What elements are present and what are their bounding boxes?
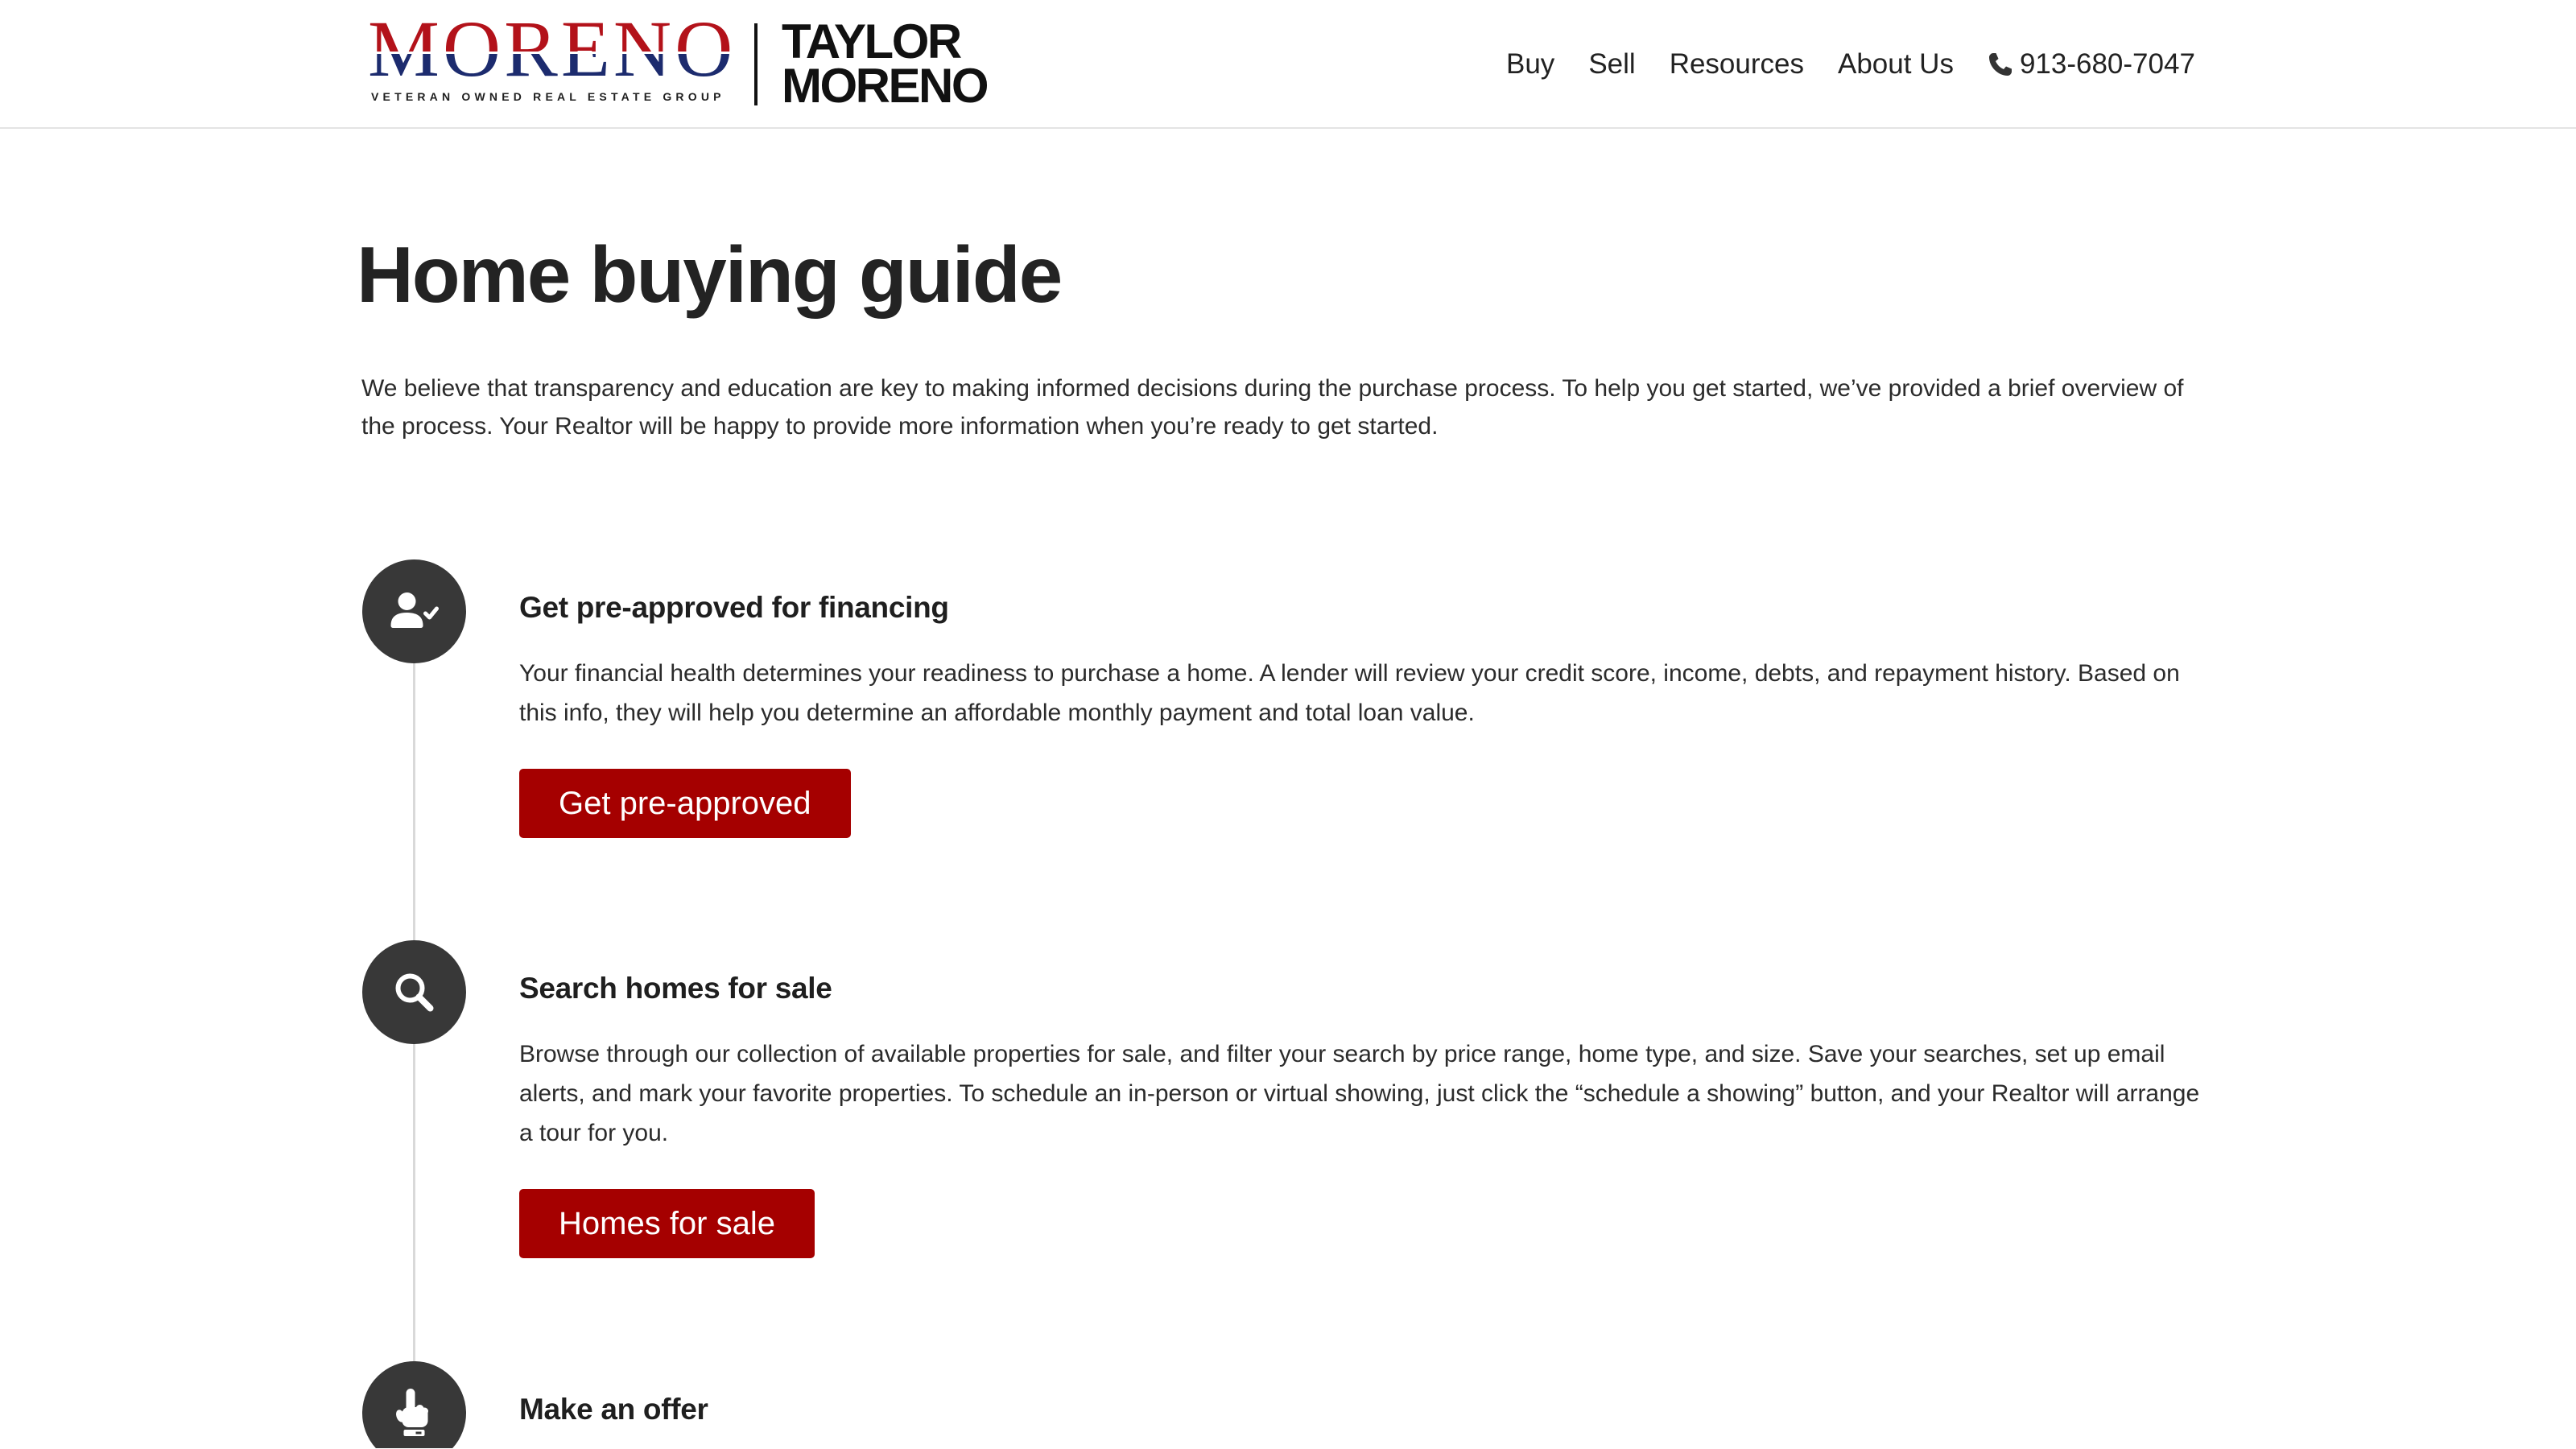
step-body xyxy=(519,588,2214,838)
nav-buy[interactable]: Buy xyxy=(1506,48,1555,80)
step-title: Get pre-approved for financing xyxy=(519,591,949,624)
step-search-homes xyxy=(362,940,2214,1258)
get-pre-approved-button[interactable]: Get pre-approved xyxy=(519,769,851,838)
step-body xyxy=(519,1390,2214,1429)
step-title: Search homes for sale xyxy=(519,972,832,1005)
intro-text: We believe that transparency and education are key to making informed decisions during the purchase process. To help you get started, we’ve provided a brief overview of the process. Your Realtor will be happy to provide more information when you’re ready to get started. xyxy=(361,375,2184,440)
step-body xyxy=(519,969,2214,1258)
phone-link[interactable] xyxy=(1988,48,2195,80)
nav-about-us[interactable]: About Us xyxy=(1837,48,1954,80)
homes-for-sale-button[interactable]: Homes for sale xyxy=(519,1189,815,1258)
step-icon-circle xyxy=(362,940,466,1044)
step-make-offer xyxy=(362,1361,2214,1429)
logo-agent-line2: MORENO xyxy=(782,59,987,113)
logo-tagline: VETERAN OWNED REAL ESTATE GROUP xyxy=(371,90,725,103)
step-title: Make an offer xyxy=(519,1393,708,1426)
logo-agent-line1: TAYLOR xyxy=(782,14,960,68)
step-icon-circle xyxy=(362,559,466,663)
step-description: Browse through our collection of available properties for sale, and filter your search by price range, home type, and size. Save your searches, set up email alerts, and mark your favorite properties. To schedule an in-person or virtual showing, just click the “schedule a showing” button, and your Realtor will arrange a tour for you. xyxy=(519,1041,2200,1146)
main-nav xyxy=(1506,48,2195,80)
nav-sell[interactable]: Sell xyxy=(1588,48,1636,80)
logo-brand-text: MORENO xyxy=(368,4,737,93)
step-pre-approval xyxy=(362,559,2214,838)
phone-number: 913-680-7047 xyxy=(2019,48,2195,80)
site-header xyxy=(0,0,2576,129)
step-description: Your financial health determines your readiness to purchase a home. A lender will review your credit score, income, debts, and repayment history. Based on this info, they will help you determine an affordable monthly payment and total loan value. xyxy=(519,660,2180,726)
page-title: Home buying guide xyxy=(357,230,1062,319)
logo-agent-name xyxy=(782,14,987,113)
phone-icon xyxy=(1988,52,2013,77)
site-logo[interactable] xyxy=(0,0,1014,127)
nav-resources[interactable]: Resources xyxy=(1669,48,1804,80)
logo-divider xyxy=(754,23,758,105)
step-icon-circle xyxy=(362,1361,466,1448)
